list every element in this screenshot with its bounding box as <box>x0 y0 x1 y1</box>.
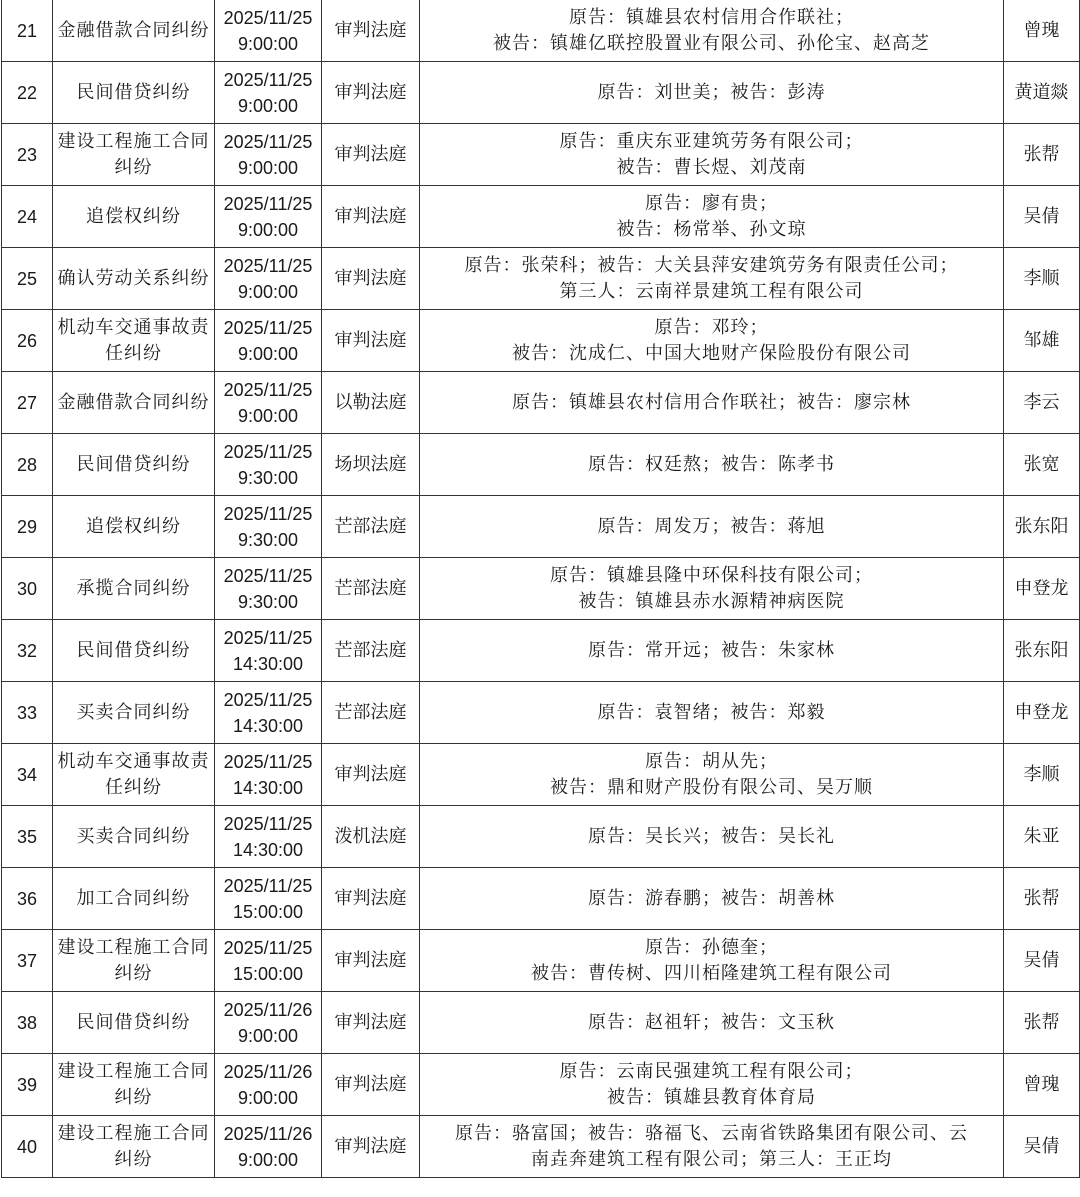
party-line: 被告：沈成仁、中国大地财产保险股份有限公司 <box>512 342 911 364</box>
hearing-date: 2025/11/25 <box>223 565 313 586</box>
hearing-clock-time: 9:30:00 <box>237 591 299 612</box>
hearing-date: 2025/11/26 <box>223 1061 313 1082</box>
case-number-cell: 29 <box>2 496 53 558</box>
judge-cell: 张帮 <box>1004 868 1080 930</box>
courtroom-cell: 以勒法庭 <box>322 372 420 434</box>
judge-cell: 申登龙 <box>1004 682 1080 744</box>
hearing-clock-time: 9:00:00 <box>237 281 299 302</box>
courtroom-cell: 审判法庭 <box>322 992 420 1054</box>
party-line: 原告：胡从先； <box>645 750 778 772</box>
judge-cell: 张东阳 <box>1004 496 1080 558</box>
case-type-cell: 建设工程施工合同纠纷 <box>53 1054 215 1116</box>
hearing-date: 2025/11/25 <box>223 813 313 834</box>
hearing-date: 2025/11/25 <box>223 7 313 28</box>
hearing-date: 2025/11/25 <box>223 689 313 710</box>
party-line: 原告：镇雄县农村信用合作联社；被告：廖宗林 <box>512 391 911 413</box>
parties-cell <box>420 434 1004 496</box>
hearing-time-cell <box>215 186 322 248</box>
courtroom-cell: 审判法庭 <box>322 62 420 124</box>
parties-cell <box>420 1054 1004 1116</box>
table-row <box>2 310 1080 372</box>
party-line: 原告：刘世美；被告：彭涛 <box>597 81 826 103</box>
hearing-time-cell <box>215 744 322 806</box>
courtroom-cell: 审判法庭 <box>322 0 420 62</box>
parties-cell <box>420 310 1004 372</box>
party-line: 被告：曹传树、四川栢隆建筑工程有限公司 <box>531 962 892 984</box>
parties-cell <box>420 620 1004 682</box>
party-line: 原告：重庆东亚建筑劳务有限公司； <box>559 130 864 152</box>
case-type-cell: 建设工程施工合同纠纷 <box>53 1116 215 1178</box>
hearing-time-cell <box>215 434 322 496</box>
table-row <box>2 248 1080 310</box>
parties-cell <box>420 744 1004 806</box>
table-row <box>2 0 1080 62</box>
hearing-clock-time: 15:00:00 <box>232 901 304 922</box>
hearing-clock-time: 14:30:00 <box>232 777 304 798</box>
case-type-cell: 买卖合同纠纷 <box>53 806 215 868</box>
hearing-time-cell <box>215 1054 322 1116</box>
table-row <box>2 744 1080 806</box>
judge-cell: 黄道燚 <box>1004 62 1080 124</box>
case-type-cell: 建设工程施工合同纠纷 <box>53 930 215 992</box>
case-number-cell: 34 <box>2 744 53 806</box>
party-line: 被告：鼎和财产股份有限公司、吴万顺 <box>550 776 873 798</box>
hearing-date: 2025/11/25 <box>223 131 313 152</box>
party-line: 原告：张荣科；被告：大关县萍安建筑劳务有限责任公司； <box>464 254 959 276</box>
table-row <box>2 496 1080 558</box>
case-type-cell: 民间借贷纠纷 <box>53 992 215 1054</box>
parties-cell <box>420 682 1004 744</box>
courtroom-cell: 审判法庭 <box>322 868 420 930</box>
judge-cell: 邹雄 <box>1004 310 1080 372</box>
hearing-clock-time: 14:30:00 <box>232 653 304 674</box>
courtroom-cell: 审判法庭 <box>322 1054 420 1116</box>
parties-cell <box>420 930 1004 992</box>
case-type-cell: 追偿权纠纷 <box>53 496 215 558</box>
case-type-cell: 民间借贷纠纷 <box>53 434 215 496</box>
judge-cell: 吴倩 <box>1004 930 1080 992</box>
case-type-cell: 追偿权纠纷 <box>53 186 215 248</box>
hearing-time-cell <box>215 124 322 186</box>
hearing-date: 2025/11/25 <box>223 503 313 524</box>
schedule-body <box>2 0 1080 1178</box>
hearing-date: 2025/11/25 <box>223 255 313 276</box>
party-line: 被告：杨常举、孙文琼 <box>616 218 807 240</box>
party-line: 南垚奔建筑工程有限公司；第三人：王正均 <box>531 1148 892 1170</box>
judge-cell: 朱亚 <box>1004 806 1080 868</box>
courtroom-cell: 审判法庭 <box>322 1116 420 1178</box>
table-row <box>2 806 1080 868</box>
party-line: 原告：镇雄县隆中环保科技有限公司； <box>550 564 873 586</box>
table-row <box>2 434 1080 496</box>
case-number-cell: 25 <box>2 248 53 310</box>
hearing-date: 2025/11/26 <box>223 1123 313 1144</box>
courtroom-cell: 审判法庭 <box>322 744 420 806</box>
hearing-clock-time: 9:00:00 <box>237 1087 299 1108</box>
case-number-cell: 36 <box>2 868 53 930</box>
hearing-date: 2025/11/25 <box>223 193 313 214</box>
table-row <box>2 620 1080 682</box>
courtroom-cell: 场坝法庭 <box>322 434 420 496</box>
hearing-date: 2025/11/25 <box>223 69 313 90</box>
judge-cell: 张帮 <box>1004 124 1080 186</box>
parties-cell <box>420 496 1004 558</box>
case-type-cell: 承揽合同纠纷 <box>53 558 215 620</box>
table-row <box>2 930 1080 992</box>
party-line: 被告：镇雄县教育体育局 <box>607 1086 816 1108</box>
courtroom-cell: 芒部法庭 <box>322 496 420 558</box>
party-line: 原告：骆富国；被告：骆福飞、云南省铁路集团有限公司、云 <box>455 1122 968 1144</box>
case-type-cell: 机动车交通事故责任纠纷 <box>53 744 215 806</box>
parties-cell <box>420 248 1004 310</box>
hearing-date: 2025/11/25 <box>223 627 313 648</box>
hearing-date: 2025/11/25 <box>223 379 313 400</box>
parties-cell <box>420 1116 1004 1178</box>
party-line: 原告：镇雄县农村信用合作联社； <box>569 6 854 28</box>
case-type-cell: 民间借贷纠纷 <box>53 620 215 682</box>
judge-cell: 申登龙 <box>1004 558 1080 620</box>
courtroom-cell: 芒部法庭 <box>322 558 420 620</box>
case-type-cell: 民间借贷纠纷 <box>53 62 215 124</box>
party-line: 原告：常开远；被告：朱家林 <box>588 639 835 661</box>
party-line: 原告：赵祖轩；被告：文玉秋 <box>588 1011 835 1033</box>
hearing-clock-time: 9:00:00 <box>237 1025 299 1046</box>
judge-cell: 李顺 <box>1004 248 1080 310</box>
parties-cell <box>420 186 1004 248</box>
party-line: 原告：权廷熬；被告：陈孝书 <box>588 453 835 475</box>
party-line: 原告：邓玲； <box>654 316 769 338</box>
hearing-clock-time: 9:00:00 <box>237 405 299 426</box>
hearing-time-cell <box>215 372 322 434</box>
judge-cell: 曾瑰 <box>1004 1054 1080 1116</box>
case-number-cell: 23 <box>2 124 53 186</box>
table-row <box>2 186 1080 248</box>
hearing-time-cell <box>215 62 322 124</box>
case-number-cell: 27 <box>2 372 53 434</box>
party-line: 原告：袁智绪；被告：郑毅 <box>597 701 826 723</box>
case-number-cell: 35 <box>2 806 53 868</box>
hearing-clock-time: 9:00:00 <box>237 1149 299 1170</box>
hearing-clock-time: 9:00:00 <box>237 33 299 54</box>
hearing-date: 2025/11/25 <box>223 937 313 958</box>
parties-cell <box>420 868 1004 930</box>
hearing-clock-time: 14:30:00 <box>232 715 304 736</box>
judge-cell: 曾瑰 <box>1004 0 1080 62</box>
hearing-time-cell <box>215 806 322 868</box>
hearing-time-cell <box>215 930 322 992</box>
table-row <box>2 868 1080 930</box>
party-line: 被告：镇雄亿联控股置业有限公司、孙伦宝、赵高芝 <box>493 32 930 54</box>
case-type-cell: 金融借款合同纠纷 <box>53 0 215 62</box>
table-row <box>2 682 1080 744</box>
table-row <box>2 372 1080 434</box>
hearing-time-cell <box>215 620 322 682</box>
case-number-cell: 24 <box>2 186 53 248</box>
parties-cell <box>420 124 1004 186</box>
table-row <box>2 992 1080 1054</box>
judge-cell: 吴倩 <box>1004 186 1080 248</box>
hearing-clock-time: 15:00:00 <box>232 963 304 984</box>
hearing-date: 2025/11/25 <box>223 441 313 462</box>
parties-cell <box>420 372 1004 434</box>
hearing-time-cell <box>215 496 322 558</box>
judge-cell: 张东阳 <box>1004 620 1080 682</box>
party-line: 原告：游春鹏；被告：胡善林 <box>588 887 835 909</box>
case-number-cell: 28 <box>2 434 53 496</box>
judge-cell: 张帮 <box>1004 992 1080 1054</box>
hearing-time-cell <box>215 992 322 1054</box>
hearing-clock-time: 9:30:00 <box>237 467 299 488</box>
case-type-cell: 建设工程施工合同纠纷 <box>53 124 215 186</box>
party-line: 原告：周发万；被告：蒋旭 <box>597 515 826 537</box>
hearing-time-cell <box>215 0 322 62</box>
case-number-cell: 33 <box>2 682 53 744</box>
case-type-cell: 确认劳动关系纠纷 <box>53 248 215 310</box>
hearing-date: 2025/11/25 <box>223 875 313 896</box>
party-line: 原告：云南民强建筑工程有限公司； <box>559 1060 864 1082</box>
parties-cell <box>420 992 1004 1054</box>
hearing-time-cell <box>215 558 322 620</box>
case-number-cell: 22 <box>2 62 53 124</box>
courtroom-cell: 审判法庭 <box>322 930 420 992</box>
party-line: 原告：孙德奎； <box>645 936 778 958</box>
case-number-cell: 39 <box>2 1054 53 1116</box>
hearing-date: 2025/11/26 <box>223 999 313 1020</box>
judge-cell: 张宽 <box>1004 434 1080 496</box>
hearing-clock-time: 9:00:00 <box>237 95 299 116</box>
courtroom-cell: 审判法庭 <box>322 248 420 310</box>
courtroom-cell: 芒部法庭 <box>322 620 420 682</box>
table-row <box>2 62 1080 124</box>
hearing-clock-time: 9:00:00 <box>237 219 299 240</box>
party-line: 第三人：云南祥景建筑工程有限公司 <box>559 280 864 302</box>
party-line: 被告：曹长煜、刘茂南 <box>616 156 807 178</box>
case-number-cell: 40 <box>2 1116 53 1178</box>
parties-cell <box>420 558 1004 620</box>
table-row <box>2 558 1080 620</box>
hearing-date: 2025/11/25 <box>223 751 313 772</box>
case-type-cell: 机动车交通事故责任纠纷 <box>53 310 215 372</box>
case-number-cell: 37 <box>2 930 53 992</box>
hearing-clock-time: 9:30:00 <box>237 529 299 550</box>
courtroom-cell: 审判法庭 <box>322 310 420 372</box>
party-line: 原告：吴长兴；被告：吴长礼 <box>588 825 835 847</box>
hearing-time-cell <box>215 1116 322 1178</box>
table-row <box>2 1116 1080 1178</box>
parties-cell <box>420 62 1004 124</box>
case-type-cell: 买卖合同纠纷 <box>53 682 215 744</box>
hearing-schedule-table <box>1 0 1080 1178</box>
hearing-time-cell <box>215 682 322 744</box>
courtroom-cell: 芒部法庭 <box>322 682 420 744</box>
case-number-cell: 30 <box>2 558 53 620</box>
hearing-clock-time: 14:30:00 <box>232 839 304 860</box>
judge-cell: 李顺 <box>1004 744 1080 806</box>
parties-cell <box>420 806 1004 868</box>
hearing-clock-time: 9:00:00 <box>237 343 299 364</box>
table-row <box>2 124 1080 186</box>
party-line: 原告：廖有贵； <box>645 192 778 214</box>
hearing-time-cell <box>215 868 322 930</box>
judge-cell: 吴倩 <box>1004 1116 1080 1178</box>
courtroom-cell: 泼机法庭 <box>322 806 420 868</box>
parties-cell <box>420 0 1004 62</box>
courtroom-cell: 审判法庭 <box>322 186 420 248</box>
case-number-cell: 26 <box>2 310 53 372</box>
party-line: 被告：镇雄县赤水源精神病医院 <box>578 590 845 612</box>
hearing-clock-time: 9:00:00 <box>237 157 299 178</box>
table-row <box>2 1054 1080 1116</box>
case-number-cell: 21 <box>2 0 53 62</box>
case-number-cell: 38 <box>2 992 53 1054</box>
case-number-cell: 32 <box>2 620 53 682</box>
hearing-time-cell <box>215 248 322 310</box>
case-type-cell: 加工合同纠纷 <box>53 868 215 930</box>
hearing-date: 2025/11/25 <box>223 317 313 338</box>
judge-cell: 李云 <box>1004 372 1080 434</box>
case-type-cell: 金融借款合同纠纷 <box>53 372 215 434</box>
hearing-time-cell <box>215 310 322 372</box>
courtroom-cell: 审判法庭 <box>322 124 420 186</box>
